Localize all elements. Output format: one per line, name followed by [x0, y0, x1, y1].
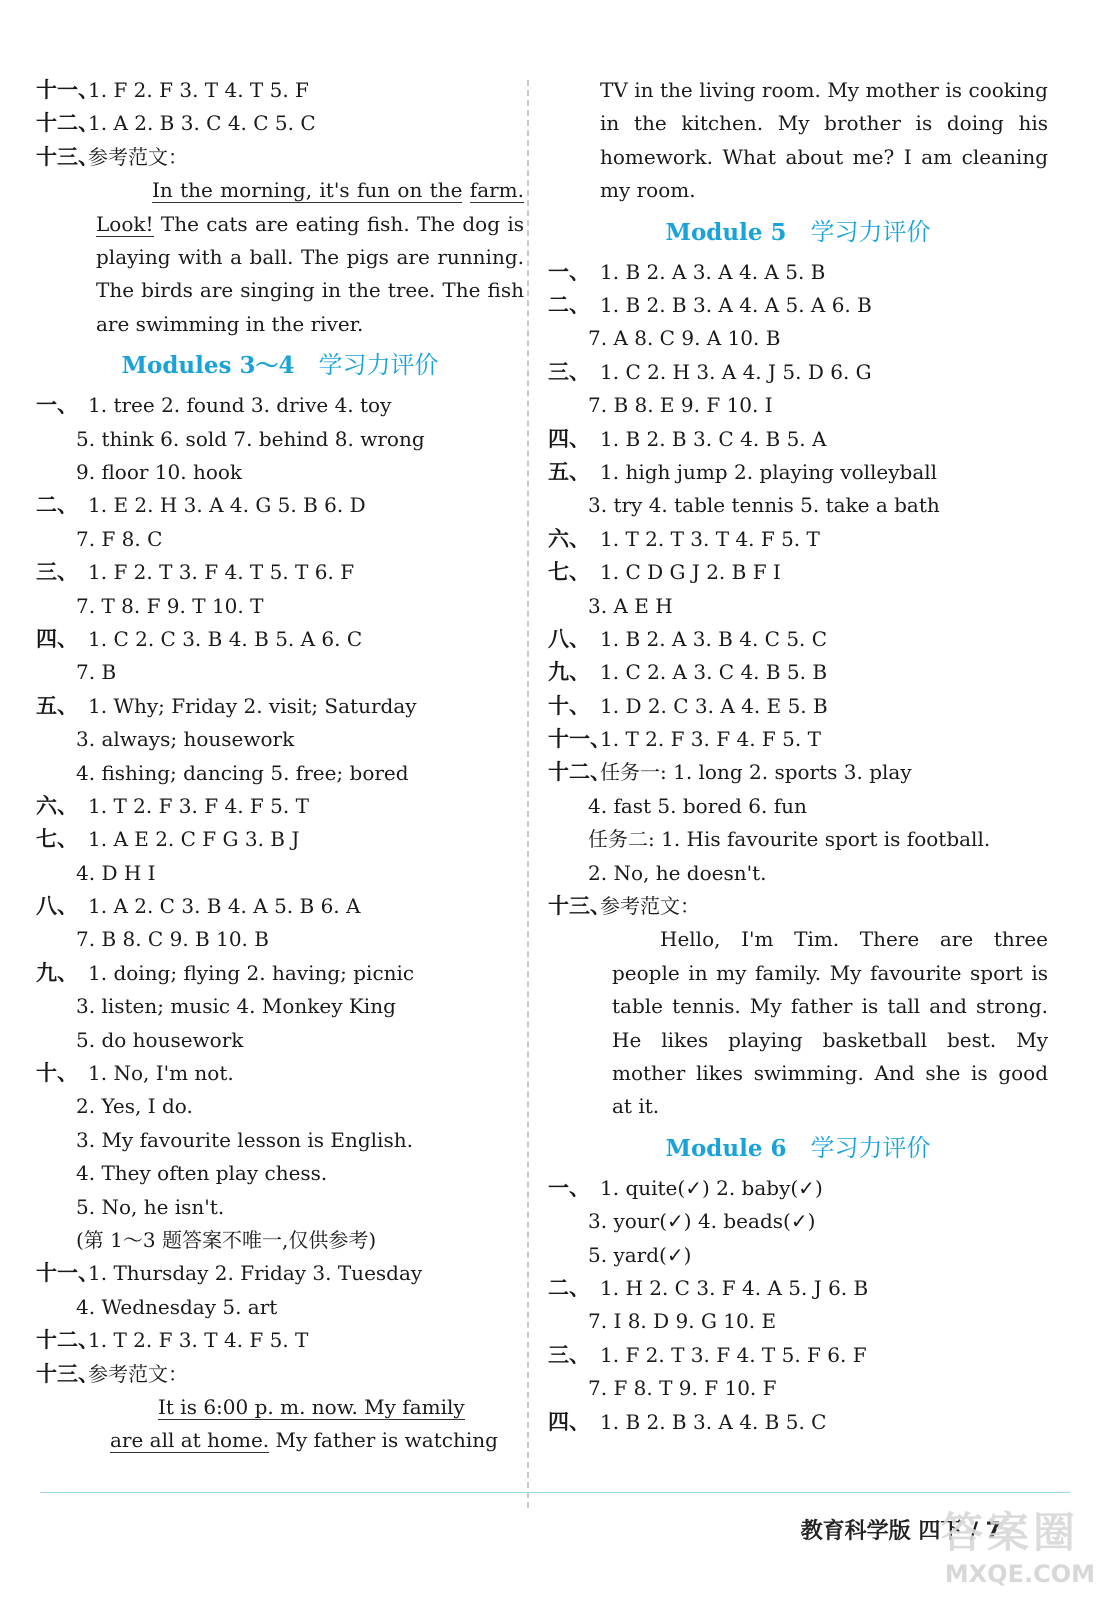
answer-text: 1. B 2. B 3. A 4. A 5. A 6. B: [600, 293, 872, 318]
answer-row: [548, 1239, 1048, 1272]
answer-text: 1. B 2. A 3. A 4. A 5. B: [600, 259, 826, 284]
answer-row: [548, 523, 1048, 556]
answer-row: [36, 623, 524, 656]
section-number: 三、: [548, 1342, 590, 1367]
answer-text: 1. A 2. C 3. B 4. A 5. B 6. A: [88, 894, 361, 919]
section-heading: [548, 208, 1048, 256]
section-number: 四、: [36, 626, 78, 651]
answer-text: 2. Yes, I do.: [76, 1094, 193, 1119]
answer-text: 1. doing; flying 2. having; picnic: [88, 960, 415, 985]
answer-row: [548, 590, 1048, 623]
answer-text: 1. quite(✓) 2. baby(✓): [600, 1175, 823, 1200]
heading-module: Module 6: [665, 1134, 787, 1162]
section-number: 十二、: [548, 760, 611, 785]
answer-text: 1. B 2. B 3. A 4. B 5. C: [600, 1409, 827, 1434]
answer-row: [36, 1124, 524, 1157]
heading-module: Module 5: [665, 218, 787, 246]
answer-text: 5. yard(✓): [588, 1242, 692, 1267]
answer-text: 1. T 2. F 3. F 4. F 5. T: [600, 727, 821, 752]
section-number: 十三、: [548, 894, 611, 919]
answer-text: 1. F 2. T 3. F 4. T 5. F 6. F: [600, 1342, 867, 1367]
answer-row: [36, 423, 524, 456]
essay-text: TV in the living room. My mother is cooking in the kitchen. My brother is doing his homework. What about me? I am cleaning my room.: [600, 78, 1048, 203]
answer-row: [36, 389, 524, 422]
answer-row: [548, 1272, 1048, 1305]
section-number: 七、: [36, 827, 78, 852]
answer-row: [548, 857, 1048, 890]
answer-row: [548, 1339, 1048, 1372]
answer-text: 7. F 8. T 9. F 10. F: [588, 1376, 777, 1401]
section-number: 一、: [548, 259, 590, 284]
essay-underlined: farm. Look!: [96, 178, 525, 236]
answer-row: [548, 489, 1048, 522]
section-number: 八、: [548, 626, 590, 651]
section-number: 十一、: [36, 78, 99, 102]
answer-text: 1. B 2. B 3. C 4. B 5. A: [600, 426, 827, 451]
section-number: 八、: [36, 894, 78, 919]
answer-text: 参考范文：: [88, 1361, 188, 1386]
answer-row: [548, 289, 1048, 322]
sample-essay-3: [612, 923, 1048, 1123]
heading-module: Modules 3～4: [121, 352, 295, 380]
answer-row: [36, 1224, 524, 1257]
answer-text: 7. A 8. C 9. A 10. B: [588, 326, 781, 351]
right-column: [548, 74, 1048, 1439]
answer-text: 4. D H I: [76, 860, 156, 885]
answer-row: [36, 1191, 524, 1224]
answer-row: [548, 1305, 1048, 1338]
left-column: [36, 74, 524, 1458]
answer-row: [548, 790, 1048, 823]
section-number: 六、: [36, 793, 78, 818]
answer-text: 1. H 2. C 3. F 4. A 5. J 6. B: [600, 1276, 869, 1301]
section-number: 四、: [548, 1409, 590, 1434]
section-number: 四、: [548, 426, 590, 451]
watermark-url: MXQE.COM: [944, 1560, 1095, 1588]
answer-text: 1. tree 2. found 3. drive 4. toy: [88, 393, 392, 418]
answer-text: 1. D 2. C 3. A 4. E 5. B: [600, 693, 828, 718]
answer-text: 任务二: 1. His favourite sport is football.: [588, 827, 991, 852]
answer-text: 9. floor 10. hook: [76, 459, 243, 484]
section-number: 十三、: [36, 1361, 99, 1386]
answer-row: [36, 1257, 524, 1290]
answer-text: 7. I 8. D 9. G 10. E: [588, 1309, 777, 1334]
answer-text: 1. A 2. B 3. C 4. C 5. C: [88, 111, 316, 136]
answer-row: [548, 823, 1048, 856]
section-number: 二、: [548, 1276, 590, 1301]
answer-row: [36, 1024, 524, 1057]
sample-essay-2-continued: [600, 74, 1048, 208]
answer-row: [36, 757, 524, 790]
answer-text: 4. They often play chess.: [76, 1161, 328, 1186]
essay-underlined: In the morning, it's fun on the: [152, 178, 463, 203]
essay-text: The cats are eating fish. The dog is playing with a ball. The pigs are running. The birds are singing in the tree. The fish are swimming in the river.: [96, 211, 524, 336]
answer-row: [548, 423, 1048, 456]
answer-text: 1. F 2. T 3. F 4. T 5. T 6. F: [88, 560, 355, 585]
answer-row: [36, 790, 524, 823]
answer-row: [36, 489, 524, 522]
answer-row: [36, 1090, 524, 1123]
answer-text: 参考范文：: [88, 144, 188, 169]
section-number: 三、: [36, 560, 78, 585]
answer-row: [36, 590, 524, 623]
answer-text: 4. fishing; dancing 5. free; bored: [76, 760, 409, 785]
section-number: 十、: [36, 1061, 78, 1086]
answer-text: 1. C 2. A 3. C 4. B 5. B: [600, 660, 828, 685]
answer-text: 7. B: [76, 660, 117, 685]
answer-row: [36, 1057, 524, 1090]
answer-text: 参考范文：: [600, 894, 700, 919]
answer-row: [548, 690, 1048, 723]
essay-underlined: It is 6:00 p. m. now. My family: [158, 1394, 465, 1419]
answer-row: [548, 890, 1048, 923]
essay-text: Hello, I'm Tim. There are three people in my family. My favourite sport is table tennis. My father is tall and strong. He likes playing basketball best. My mother likes swimming. And she is good at it.: [612, 927, 1048, 1119]
heading-title: 学习力评价: [810, 1133, 931, 1162]
module5-answer-list: [548, 256, 1048, 924]
section-number: 三、: [548, 359, 590, 384]
heading-title: 学习力评价: [318, 351, 439, 380]
answer-row: [548, 623, 1048, 656]
answer-text: 5. think 6. sold 7. behind 8. wrong: [76, 426, 425, 451]
answer-row: [36, 1324, 524, 1357]
answer-text: 1. T 2. F 3. F 4. F 5. T: [88, 793, 309, 818]
answer-text: 7. T 8. F 9. T 10. T: [76, 593, 264, 618]
answer-row: [548, 456, 1048, 489]
column-divider: [527, 80, 529, 1508]
answer-text: 5. No, he isn't.: [76, 1194, 225, 1219]
heading-title: 学习力评价: [810, 217, 931, 246]
answer-text: 1. Why; Friday 2. visit; Saturday: [88, 693, 417, 718]
section-number: 二、: [36, 493, 78, 518]
answer-text: 3. try 4. table tennis 5. take a bath: [588, 493, 940, 518]
answer-row: [36, 1291, 524, 1324]
answer-text: 1. E 2. H 3. A 4. G 5. B 6. D: [88, 493, 366, 518]
answer-row: [36, 723, 524, 756]
section-number: 五、: [548, 459, 590, 484]
answer-row: [36, 823, 524, 856]
section-number: 一、: [36, 393, 78, 418]
answer-row: [36, 923, 524, 956]
answer-row: [36, 857, 524, 890]
answer-text: 5. do housework: [76, 1027, 244, 1052]
answer-text: 1. high jump 2. playing volleyball: [600, 459, 938, 484]
watermark-logo: 答案圈: [940, 1508, 1079, 1557]
answer-row: [36, 523, 524, 556]
essay-text: My father is watching: [275, 1428, 498, 1453]
answer-text: 4. fast 5. bored 6. fun: [588, 793, 807, 818]
section-number: 一、: [548, 1175, 590, 1200]
answer-row: [36, 141, 524, 174]
sample-essay-1: [96, 174, 524, 341]
answer-text: 3. always; housework: [76, 727, 295, 752]
answer-row: [36, 556, 524, 589]
answer-row: [36, 990, 524, 1023]
answer-text: 1. A E 2. C F G 3. B J: [88, 827, 300, 852]
answer-text: 4. Wednesday 5. art: [76, 1294, 278, 1319]
section-number: 十三、: [36, 144, 99, 169]
section-number: 九、: [36, 960, 78, 985]
answer-row: [548, 556, 1048, 589]
answer-row: [548, 756, 1048, 789]
answer-text: 3. your(✓) 4. beads(✓): [588, 1209, 816, 1234]
answer-text: 1. No, I'm not.: [88, 1061, 234, 1086]
answer-row: [548, 656, 1048, 689]
answer-text: 7. B 8. C 9. B 10. B: [76, 927, 269, 952]
section-number: 二、: [548, 293, 590, 318]
left-top-answers: [36, 74, 524, 174]
answer-row: [548, 1372, 1048, 1405]
section-number: 十二、: [36, 111, 99, 136]
section-number: 十一、: [36, 1261, 99, 1286]
section-number: 十二、: [36, 1328, 99, 1353]
answer-row: [36, 1157, 524, 1190]
answer-row: [548, 723, 1048, 756]
answer-text: 1. T 2. T 3. T 4. F 5. T: [600, 526, 820, 551]
answer-text: 3. A E H: [588, 593, 673, 618]
answer-row: [36, 456, 524, 489]
answer-row: [36, 957, 524, 990]
answer-row: [36, 690, 524, 723]
answer-text: (第 1～3 题答案不唯一,仅供参考): [76, 1227, 377, 1252]
answer-text: 1. B 2. A 3. B 4. C 5. C: [600, 626, 828, 651]
answer-row: [548, 1172, 1048, 1205]
answer-row: [548, 1406, 1048, 1439]
answer-row: [548, 1205, 1048, 1238]
answer-text: 2. No, he doesn't.: [588, 860, 767, 885]
section-number: 六、: [548, 526, 590, 551]
answer-row: [548, 256, 1048, 289]
answer-text: 1. Thursday 2. Friday 3. Tuesday: [88, 1261, 423, 1286]
page-footer: 教育科学版 四下 / 7: [800, 1519, 1001, 1544]
answer-text: 7. B 8. E 9. F 10. I: [588, 393, 773, 418]
answer-text: 1. T 2. F 3. T 4. F 5. T: [88, 1328, 309, 1353]
section-number: 五、: [36, 693, 78, 718]
section-number: 九、: [548, 660, 590, 685]
answer-row: [548, 322, 1048, 355]
answer-text: 3. listen; music 4. Monkey King: [76, 994, 396, 1019]
answer-text: 7. F 8. C: [76, 526, 163, 551]
answer-row: [548, 389, 1048, 422]
section-number: 十、: [548, 693, 590, 718]
answer-text: 1. C D G J 2. B F I: [600, 560, 781, 585]
footer-rule: [40, 1492, 1070, 1493]
section-number: 七、: [548, 560, 590, 585]
answer-text: 1. C 2. C 3. B 4. B 5. A 6. C: [88, 626, 363, 651]
answer-text: 1. F 2. F 3. T 4. T 5. F: [88, 78, 309, 102]
answer-row: [36, 1358, 524, 1391]
section-heading: [36, 341, 524, 389]
module6-answer-list: [548, 1172, 1048, 1439]
essay-underlined: are all at home.: [110, 1428, 270, 1453]
answer-row: [36, 107, 524, 140]
section-number: 十一、: [548, 727, 611, 752]
answer-text: 3. My favourite lesson is English.: [76, 1127, 413, 1152]
left-answer-list: [36, 389, 524, 1391]
section-heading: [548, 1124, 1048, 1172]
answer-text: 任务一: 1. long 2. sports 3. play: [600, 760, 912, 785]
answer-row: [36, 74, 524, 107]
answer-text: 1. C 2. H 3. A 4. J 5. D 6. G: [600, 359, 872, 384]
answer-row: [36, 890, 524, 923]
answer-row: [36, 656, 524, 689]
sample-essay-2: [110, 1391, 524, 1458]
answer-row: [548, 356, 1048, 389]
